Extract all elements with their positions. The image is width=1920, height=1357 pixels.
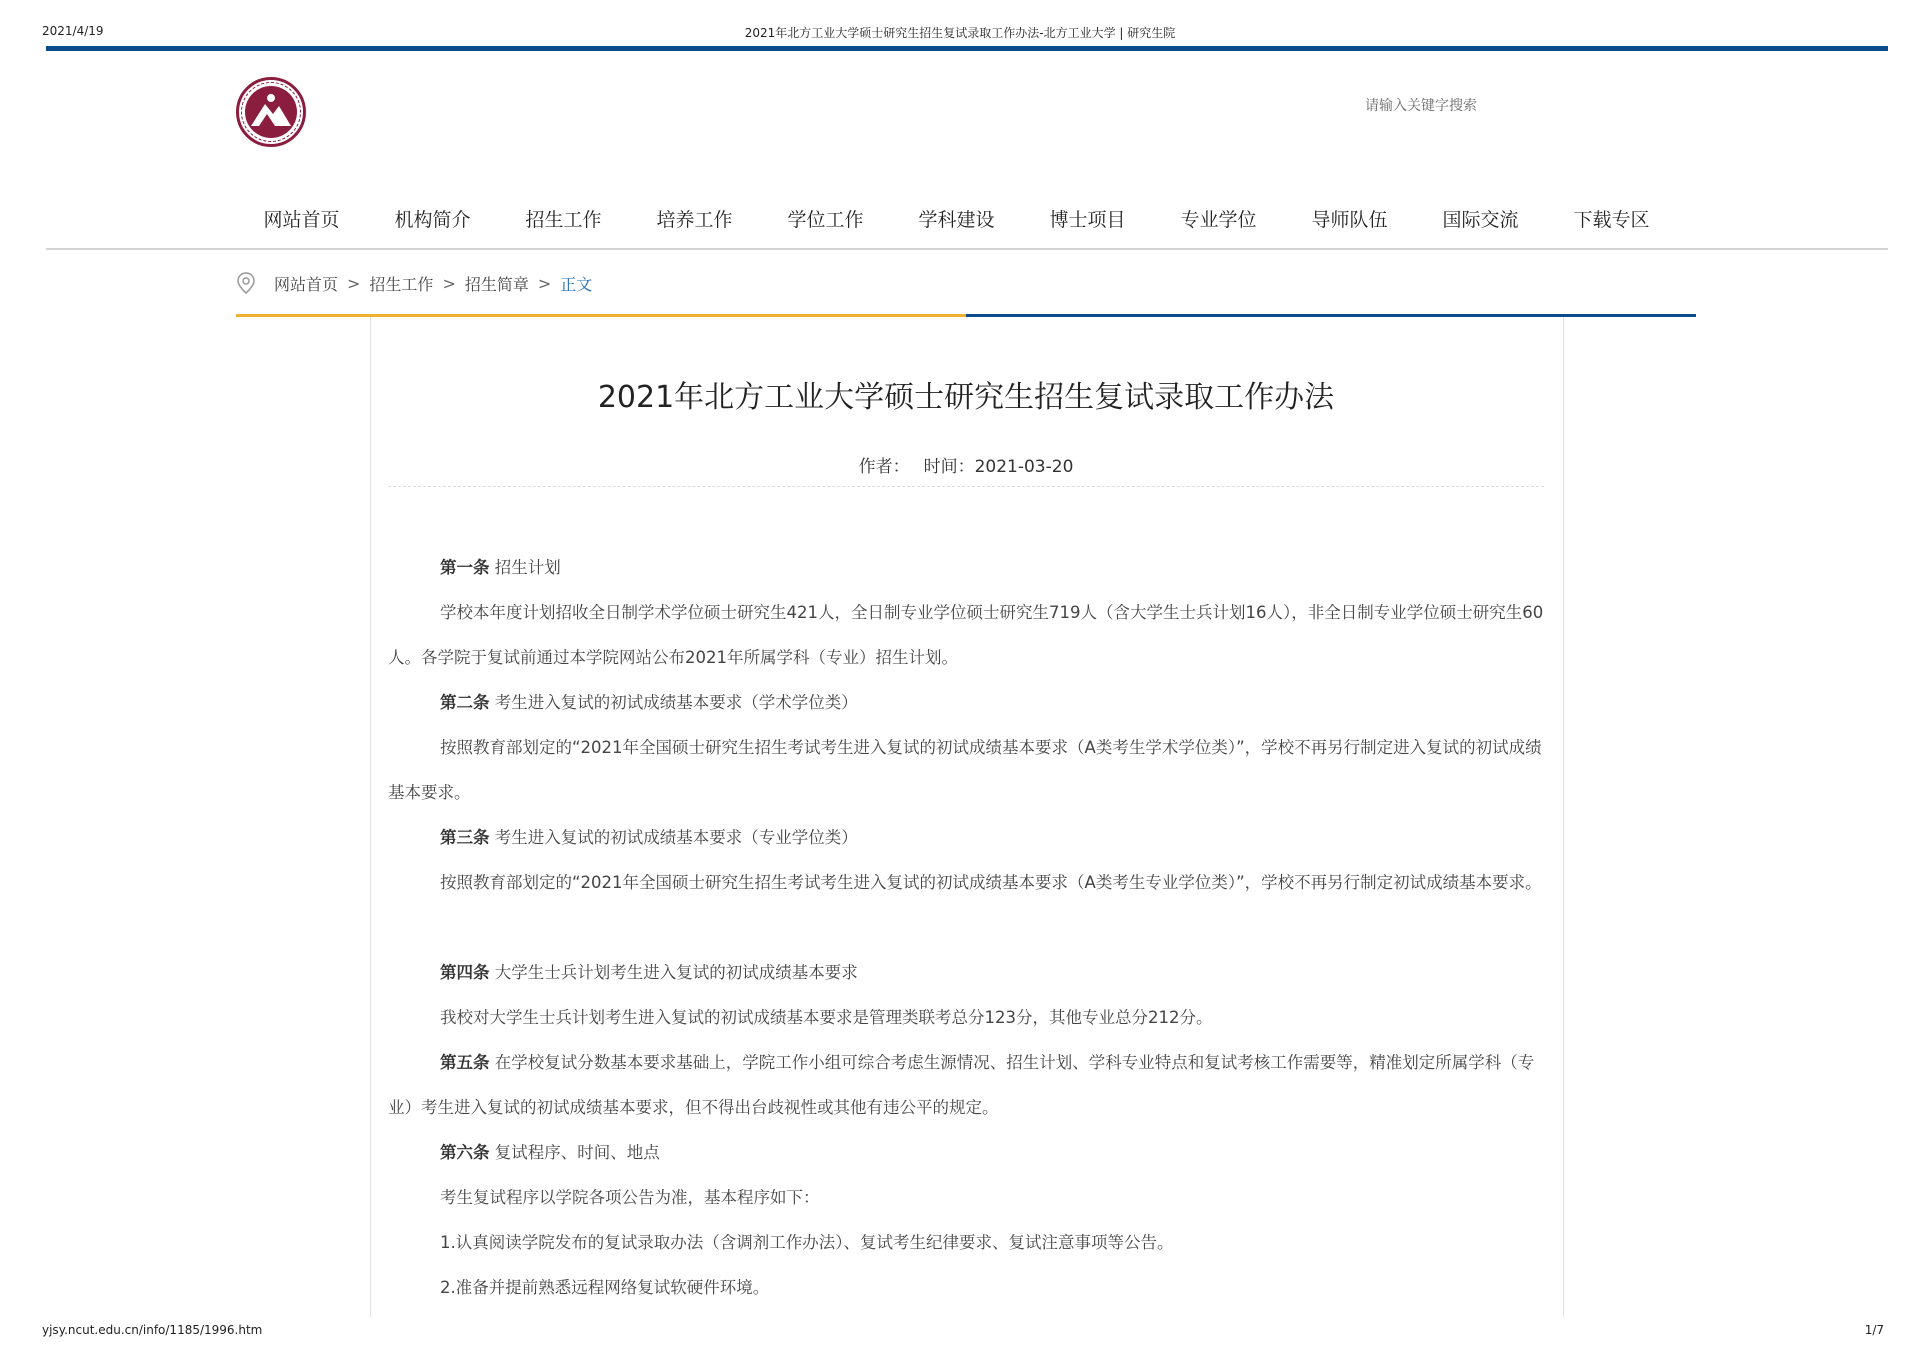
nav-item-degree[interactable]: 学位工作 xyxy=(787,209,864,231)
search-box[interactable] xyxy=(1365,98,1525,122)
print-header xyxy=(0,24,1920,44)
nav-item-admissions[interactable]: 招生工作 xyxy=(525,209,602,231)
nav-item-home[interactable]: 网站首页 xyxy=(263,209,340,231)
article-date: 2021-03-20 xyxy=(974,457,1074,477)
time-label: 时间： xyxy=(923,457,975,477)
print-date: 2021/4/19 xyxy=(42,24,104,38)
breadcrumb xyxy=(236,270,592,296)
main-nav xyxy=(236,203,1677,237)
nav-item-supervisors[interactable]: 导师队伍 xyxy=(1311,209,1388,231)
search-input[interactable] xyxy=(1365,98,1525,114)
university-logo[interactable] xyxy=(236,77,306,147)
article-paragraph: 按照教育部划定的“2021年全国硕士研究生招生考试考生进入复试的初试成绩基本要求（A类考生专业学位类）”，学校不再另行制定初试成绩基本要求。 xyxy=(440,873,1542,892)
article-paragraph: 第五条 在学校复试分数基本要求基础上，学院工作小组可综合考虑生源情况、招生计划、学科专业特点和复试考核工作需要等，精准划定所属学科（专业）考生进入复试的初试成绩基本要求，但不得出台歧视性或其他有违公平的规定。 xyxy=(388,1053,1535,1117)
author-label: 作者： xyxy=(858,457,910,477)
article-paragraph: 第四条 大学生士兵计划考生进入复试的初试成绩基本要求 xyxy=(440,963,858,982)
nav-item-downloads[interactable]: 下载专区 xyxy=(1573,209,1650,231)
print-url: yjsy.ncut.edu.cn/info/1185/1996.htm xyxy=(42,1323,263,1337)
nav-divider xyxy=(46,248,1888,250)
article-paragraph: 2.准备并提前熟悉远程网络复试软硬件环境。 xyxy=(440,1278,770,1297)
mountain-icon xyxy=(245,86,297,138)
nav-item-discipline[interactable]: 学科建设 xyxy=(918,209,995,231)
location-pin-icon xyxy=(236,271,256,295)
article-paragraph: 我校对大学生士兵计划考生进入复试的初试成绩基本要求是管理类联考总分123分，其他专业总分212分。 xyxy=(440,1008,1213,1027)
article-meta xyxy=(370,452,1562,477)
article-title: 2021年北方工业大学硕士研究生招生复试录取工作办法 xyxy=(597,380,1335,415)
article-paragraph: 1.认真阅读学院发布的复试录取办法（含调剂工作办法）、复试考生纪律要求、复试注意事项等公告。 xyxy=(440,1233,1174,1252)
article-paragraph: 第二条 考生进入复试的初试成绩基本要求（学术学位类） xyxy=(440,693,858,712)
nav-item-international[interactable]: 国际交流 xyxy=(1442,209,1519,231)
meta-divider xyxy=(388,486,1544,487)
article-paragraph: 考生复试程序以学院各项公告为准，基本程序如下： xyxy=(440,1188,820,1207)
print-page-number: 1/7 xyxy=(1864,1323,1884,1337)
print-page-title: 2021年北方工业大学硕士研究生招生复试录取工作办法-北方工业大学 | 研究生院 xyxy=(744,26,1176,40)
breadcrumb-current: 正文 xyxy=(560,274,593,294)
nav-item-doctoral[interactable]: 博士项目 xyxy=(1049,209,1126,231)
article-paragraph: 第一条 招生计划 xyxy=(440,558,561,577)
nav-item-training[interactable]: 培养工作 xyxy=(656,209,733,231)
logo-emblem xyxy=(245,86,297,138)
breadcrumb-separator: > xyxy=(537,273,552,293)
top-accent-bar xyxy=(46,46,1888,51)
breadcrumb-brochure[interactable]: 招生简章 xyxy=(464,274,529,294)
breadcrumb-home[interactable]: 网站首页 xyxy=(274,274,339,294)
breadcrumb-separator: > xyxy=(442,273,456,293)
breadcrumb-separator: > xyxy=(347,273,361,293)
article-paragraph: 学校本年度计划招收全日制学术学位硕士研究生421人，全日制专业学位硕士研究生719人（含大学生士兵计划16人），非全日制专业学位硕士研究生60人。各学院于复试前通过本学院网站公布2021年所属学科（专业）招生计划。 xyxy=(388,603,1544,667)
nav-item-about[interactable]: 机构简介 xyxy=(394,209,471,231)
breadcrumb-admissions[interactable]: 招生工作 xyxy=(369,274,434,294)
article-paragraph: 按照教育部划定的“2021年全国硕士研究生招生考试考生进入复试的初试成绩基本要求（A类考生学术学位类）”，学校不再另行制定进入复试的初试成绩基本要求。 xyxy=(388,738,1542,802)
article-paragraph: 第三条 考生进入复试的初试成绩基本要求（专业学位类） xyxy=(440,828,858,847)
article-paragraph: 第六条 复试程序、时间、地点 xyxy=(440,1143,660,1162)
nav-item-professional-degree[interactable]: 专业学位 xyxy=(1180,209,1257,231)
